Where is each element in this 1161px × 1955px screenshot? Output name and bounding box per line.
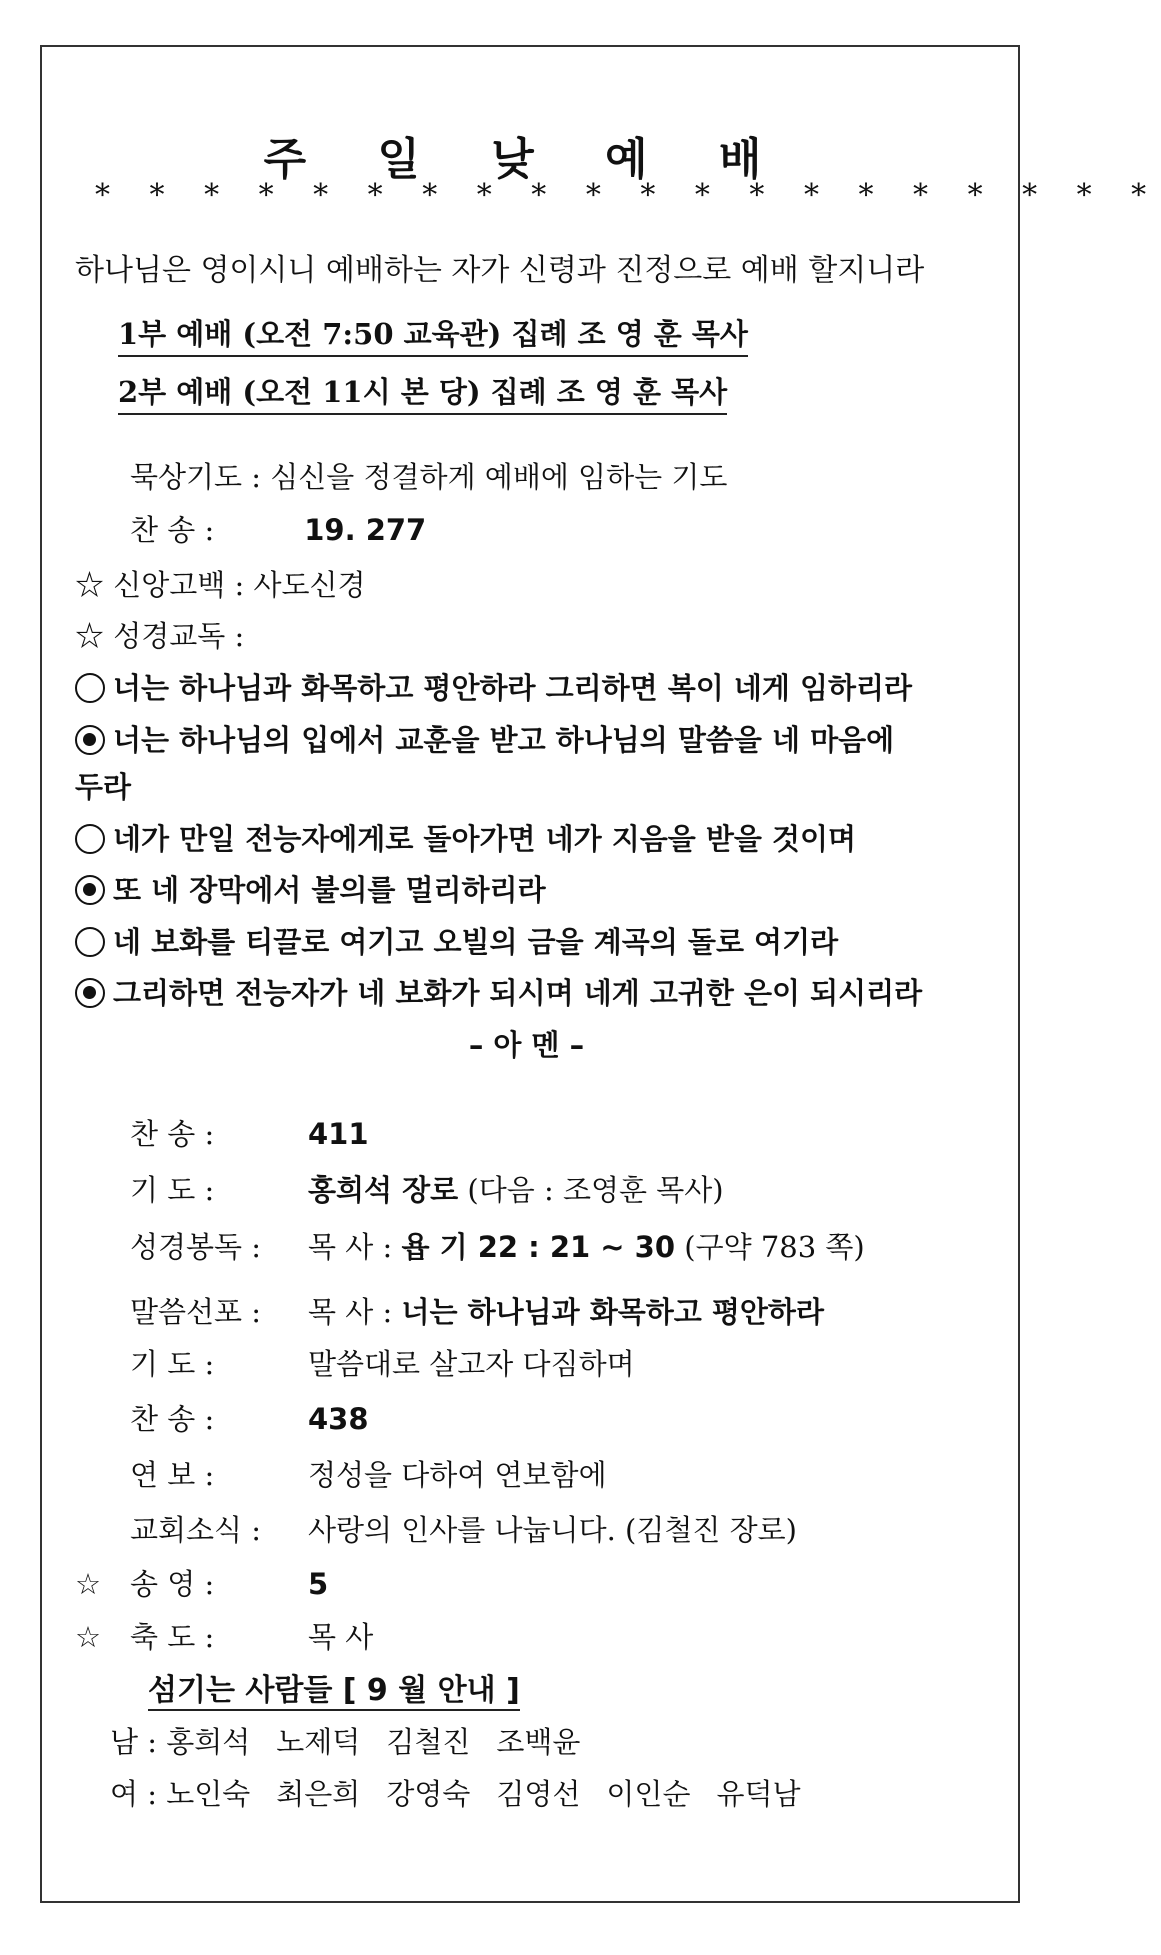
filled-circle-icon [75, 725, 105, 755]
order-scripture: 성경봉독 : 목 사 : 욥 기 22 : 21 ~ 30 (구약 783 쪽) [130, 1230, 865, 1264]
open-circle-icon [75, 824, 105, 854]
order-news: 교회소식 : 사랑의 인사를 나눕니다. (김철진 장로) [130, 1513, 797, 1547]
filled-circle-icon [75, 875, 105, 905]
reading-line-2: 너는 하나님의 입에서 교훈을 받고 하나님의 말씀을 네 마음에 [75, 718, 894, 759]
order-label: 찬 송 : [130, 513, 215, 547]
servers-heading: 섬기는 사람들 [ 9 월 안내 ] [148, 1665, 520, 1711]
order-hymn-3: 찬 송 : 438 [130, 1402, 369, 1436]
star-icon: ☆ [75, 568, 105, 602]
reading-line-6: 그리하면 전능자가 네 보화가 되시며 네게 고귀한 은이 되시리라 [75, 971, 922, 1012]
order-hymn-1 [130, 508, 426, 549]
reading-line-5: 네 보화를 티끌로 여기고 오빌의 금을 계곡의 돌로 여기라 [75, 920, 838, 961]
star-divider: * * * * * * * * * * * * * * * * * * * * [95, 178, 1161, 213]
order-label: 신앙고백 : [113, 568, 245, 602]
star-icon: ☆ [75, 1567, 101, 1601]
page-title: 주 일 낮 예 배 [263, 134, 790, 185]
opening-verse: 하나님은 영이시니 예배하는 자가 신령과 진정으로 예배 할지니라 [75, 253, 925, 288]
service-second: 2부 예배 (오전 11시 본 당) 집례 조 영 훈 목사 [118, 370, 727, 415]
order-value: 심신을 정결하게 예배에 임하는 기도 [270, 460, 728, 494]
order-offering: 연 보 : 정성을 다하여 연보함에 [130, 1458, 607, 1492]
order-doxology: ☆ 송 영 : 5 [75, 1567, 329, 1601]
reading-line-1: 너는 하나님과 화목하고 평안하라 그리하면 복이 네게 임하리라 [75, 666, 912, 707]
order-benediction: ☆ 축 도 : 목 사 [75, 1620, 374, 1654]
star-icon: ☆ [75, 619, 105, 653]
order-value: 19. 277 [304, 513, 427, 547]
reading-line-2-cont: 두라 [75, 770, 132, 804]
order-hymn-2: 찬 송 : 411 [130, 1117, 369, 1151]
order-value: 사도신경 [253, 568, 366, 602]
order-sermon: 말씀선포 : 목 사 : 너는 하나님과 화목하고 평안하라 [130, 1295, 824, 1329]
service-first: 1부 예배 (오전 7:50 교육관) 집례 조 영 훈 목사 [118, 312, 748, 357]
order-reading [75, 614, 244, 655]
filled-circle-icon [75, 978, 105, 1008]
servers-women: 여 : 노인숙 최은희 강영숙 김영선 이인순 유덕남 [110, 1777, 801, 1811]
order-meditation [130, 455, 727, 496]
order-prayer-2: 기 도 : 말씀대로 살고자 다짐하며 [130, 1347, 635, 1381]
order-creed [75, 563, 366, 604]
open-circle-icon [75, 927, 105, 957]
order-label: 묵상기도 : [130, 460, 262, 494]
open-circle-icon [75, 673, 105, 703]
amen: – 아 멘 – [468, 1028, 585, 1062]
servers-men: 남 : 홍희석 노제덕 김철진 조백윤 [110, 1725, 581, 1759]
reading-line-4: 또 네 장막에서 불의를 멀리하리라 [75, 868, 546, 909]
order-label: 성경교독 : [113, 619, 245, 653]
reading-line-3: 네가 만일 전능자에게로 돌아가면 네가 지음을 받을 것이며 [75, 817, 856, 858]
order-prayer-1: 기 도 : 홍희석 장로 (다음 : 조영훈 목사) [130, 1173, 724, 1207]
star-icon: ☆ [75, 1620, 101, 1654]
